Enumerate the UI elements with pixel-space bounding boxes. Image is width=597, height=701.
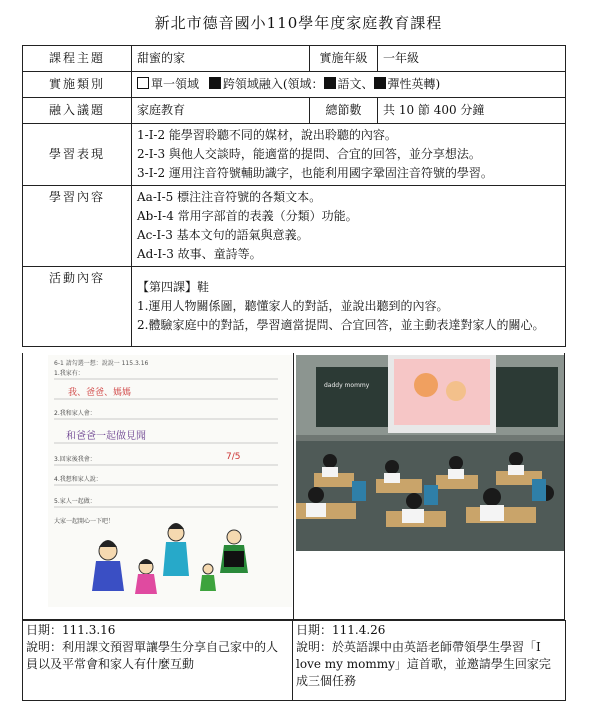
- activity-item: 2.體驗家庭中的對話，學習適當提問、合宜回答，並主動表達對家人的關心。: [137, 318, 545, 332]
- worksheet-drawing: [48, 355, 292, 607]
- category-value: [132, 72, 566, 98]
- worksheet-q2: 2.我和家人會：: [54, 410, 96, 417]
- category-chinese: 語文、: [337, 77, 374, 91]
- content-item: Ad-I-3 故事、童詩等。: [137, 247, 262, 261]
- content-item: Aa-I-5 標注注音符號的各類文本。: [137, 190, 322, 204]
- theme-label: 課程主題: [23, 46, 132, 72]
- right-description: 說明：於英語課中由英語老師帶領學生學習「I love my mommy」這首歌，並邀請學生回家完成三個任務: [296, 640, 551, 688]
- unchecked-box-icon: [137, 77, 149, 89]
- content-label: 學習內容: [23, 186, 132, 267]
- checked-box-icon: [209, 77, 221, 89]
- topic-value: 家庭教育: [132, 98, 310, 124]
- worksheet-footer: 大家一起開心一下吧！: [54, 518, 115, 525]
- checked-box-icon: [324, 77, 336, 89]
- classroom-drawing: [296, 355, 564, 551]
- category-cross: 跨領域融入(領域：: [222, 77, 324, 91]
- worksheet-q4: 4.我想和家人說：: [54, 476, 102, 483]
- performance-label: 學習表現: [23, 124, 132, 186]
- category-single: 單一領域: [151, 77, 200, 91]
- right-caption: [293, 621, 566, 701]
- activity-list: [132, 267, 566, 347]
- classroom-screen-text: daddy mommy: [324, 382, 370, 389]
- right-date: 日期：111.4.26: [296, 623, 386, 637]
- worksheet-q5: 5.家人一起做：: [54, 498, 96, 505]
- checked-box-icon: [374, 77, 386, 89]
- grade-label: 實施年級: [310, 46, 378, 72]
- activity-label: 活動內容: [23, 267, 132, 347]
- caption-table: [22, 620, 566, 701]
- topic-label: 融入議題: [23, 98, 132, 124]
- classroom-photo: [296, 355, 564, 551]
- category-flexible: 彈性英轉): [387, 77, 441, 91]
- performance-item: 1-I-2 能學習聆聽不同的媒材，說出聆聽的內容。: [137, 128, 397, 142]
- worksheet-score: 7/5: [226, 452, 241, 462]
- left-caption: [23, 621, 293, 701]
- theme-value: 甜蜜的家: [132, 46, 310, 72]
- left-date: 日期：111.3.16: [26, 623, 116, 637]
- page-title: 新北市德音國小110學年度家庭教育課程: [154, 14, 443, 32]
- category-label: 實施類別: [23, 72, 132, 98]
- photo-row: [22, 353, 565, 620]
- performance-list: [132, 124, 566, 186]
- activity-item: 1.運用人物關係圖，聽懂家人的對話，並說出聽到的內容。: [137, 299, 449, 313]
- performance-item: 3-I-2 運用注音符號輔助識字，也能利用國字鞏固注音符號的學習。: [137, 166, 493, 180]
- worksheet-q3: 3.回家後我會：: [54, 456, 96, 463]
- photo-divider: [293, 353, 294, 619]
- content-list: [132, 186, 566, 267]
- grade-value: 一年級: [378, 46, 566, 72]
- content-item: Ab-I-4 常用字部首的表義（分類）功能。: [137, 209, 358, 223]
- hours-label: 總節數: [310, 98, 378, 124]
- activity-lesson: 【第四課】鞋: [137, 280, 210, 294]
- hours-value: 共 10 節 400 分鐘: [378, 98, 566, 124]
- worksheet-photo: [48, 355, 292, 607]
- worksheet-answer-purple: 和爸爸一起做見聞: [66, 431, 146, 442]
- worksheet-header: 6-1 請勾選一想：說說一 115.3.16: [54, 360, 149, 367]
- worksheet-q1: 1.我家有：: [54, 370, 84, 377]
- left-description: 說明：利用課文預習單讓學生分享自己家中的人員以及平常會和家人有什麼互動: [26, 640, 279, 671]
- content-item: Ac-I-3 基本文句的語氣與意義。: [137, 228, 309, 242]
- worksheet-answer-red: 我、爸爸、媽媽: [68, 388, 132, 398]
- course-plan-table: [22, 45, 566, 347]
- performance-item: 2-I-3 與他人交談時，能適當的提問、合宜的回答，並分享想法。: [137, 147, 481, 161]
